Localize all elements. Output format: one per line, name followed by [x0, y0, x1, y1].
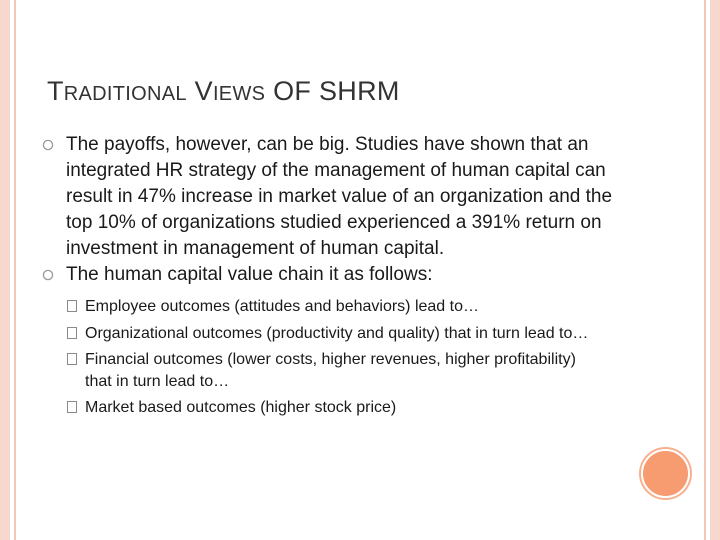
- box-bullet-icon: [67, 300, 77, 312]
- decorative-circle: [641, 449, 690, 498]
- box-bullet-icon: [67, 327, 77, 339]
- sub-bullet-text: Financial outcomes (lower costs, higher revenues, higher profitability) that in turn lead to…: [85, 351, 576, 390]
- circle-bullet-icon: [42, 139, 54, 151]
- bullet-item: [40, 132, 630, 262]
- sub-bullet-text: Organizational outcomes (productivity and quality) that in turn lead to…: [85, 324, 589, 342]
- sub-bullet-text: Employee outcomes (attitudes and behaviors) lead to…: [85, 298, 479, 315]
- title-smallcaps-1: RADITIONAL: [63, 83, 187, 105]
- box-bullet-icon: [67, 353, 77, 365]
- title-rest: OF SHRM: [265, 76, 400, 106]
- slide-body: [40, 132, 630, 424]
- left-border-line: [14, 0, 16, 540]
- sub-bullet-text: Market based outcomes (higher stock price): [85, 399, 397, 416]
- title-initial-2: V: [194, 76, 213, 106]
- sub-bullet-item: [66, 349, 605, 392]
- right-border-line: [704, 0, 706, 540]
- sub-bullet-item: [66, 397, 605, 419]
- right-border-band: [710, 0, 720, 540]
- bullet-text: The payoffs, however, can be big. Studies have shown that an integrated HR strategy of the management of human capital can result in 47% increase in market value of an organization and the top 10% of organizations studied experienced a 391% return on investment in management of human capital.: [66, 134, 613, 259]
- sub-bullet-item: [66, 323, 605, 345]
- title-space: [187, 76, 195, 106]
- bullet-text: The human capital value chain it as follows:: [66, 264, 433, 285]
- slide-title: [47, 75, 400, 110]
- circle-bullet-icon: [42, 269, 54, 281]
- sub-bullet-list: [66, 296, 630, 419]
- box-bullet-icon: [67, 401, 77, 413]
- title-initial-1: T: [47, 76, 64, 106]
- bullet-item: [40, 262, 630, 288]
- title-smallcaps-2: IEWS: [212, 83, 266, 105]
- sub-bullet-item: [66, 296, 605, 318]
- left-border-band: [0, 0, 10, 540]
